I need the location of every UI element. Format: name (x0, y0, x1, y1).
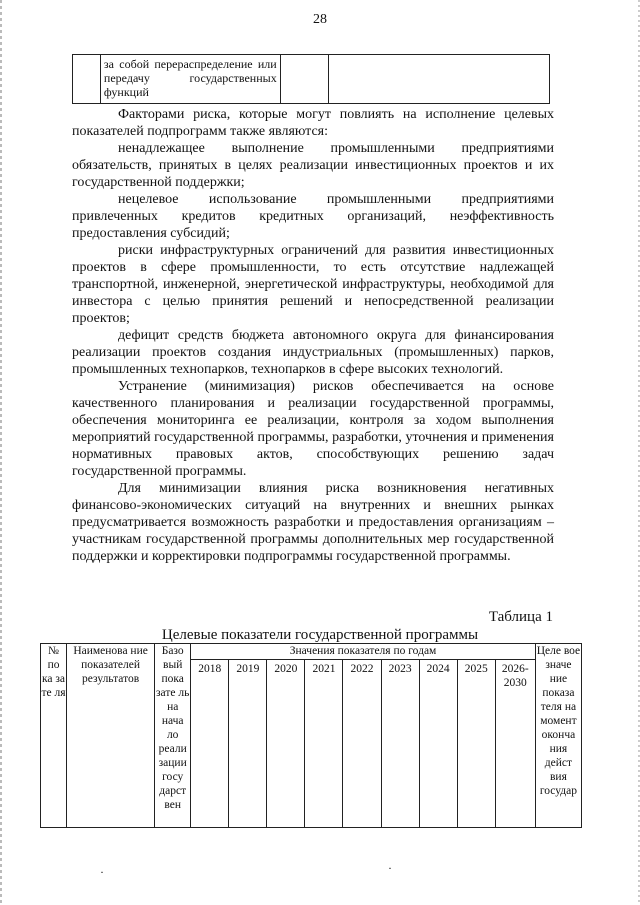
header-year: 2023 (381, 660, 419, 828)
scan-speck: · (100, 865, 104, 879)
header-year: 2024 (419, 660, 457, 828)
continued-table-fragment (72, 54, 550, 104)
paragraph: нецелевое использование промышленными предприятиями привлеченных кредитов кредитных организаций, неэффективность предоставления субсидий; (72, 192, 554, 241)
paragraph: Устранение (минимизация) рисков обеспечивается на основе качественного планирования и реализации государственной программы, обеспечения мониторинга ее реализации, контроля за ходом выполнения мероприятий государственной программы, разработки, уточнения и применения нормативных правовых актов, способствующих решению задач государственной программы. (72, 379, 554, 479)
paragraph: Факторами риска, которые могут повлиять на исполнение целевых показателей подпрограмм также являются: (72, 107, 554, 139)
scan-speck: · (388, 861, 392, 875)
header-year: 2018 (191, 660, 229, 828)
paragraph: дефицит средств бюджета автономного округа для финансирования реализации проектов создания индустриальных (промышленных) парков, промышленных технопарков, технопарков в сфере высоких технологий. (72, 328, 554, 377)
header-values-by-year: Значения показателя по годам (191, 644, 536, 660)
header-year: 2026-2030 (495, 660, 535, 828)
paragraph: Для минимизации влияния риска возникновения негативных финансово-экономических ситуаций на внутренних и внешних рынках предусматривается возможность разработки и предоставления организациям – участникам государственной программы дополнительных мер государственной поддержки и корректировки подпрограммы государственной программы. (72, 481, 554, 564)
header-base-value: Базо вый пока зате ль на нача ло реали зации госу дарст вен (155, 644, 191, 828)
header-name: Наименова ние показателей результатов (67, 644, 155, 828)
scan-edge-left (0, 0, 2, 905)
header-year: 2021 (305, 660, 343, 828)
table-label: Таблица 1 (488, 609, 553, 625)
body-text (72, 106, 554, 565)
header-year: 2019 (229, 660, 267, 828)
table-title: Целевые показатели государственной программы (161, 627, 479, 643)
fragment-cell-text: за собой перераспределение или передачу государственных функций (100, 55, 280, 104)
paragraph: риски инфраструктурных ограничений для развития инвестиционных проектов в сфере промышленности, то есть отсутствие надлежащей транспортной, инженерной, энергетической инфраструктуры, необходимой для инвестора с целью принятия решений и непосредственной реализации проектов; (72, 243, 554, 326)
header-year: 2025 (457, 660, 495, 828)
header-target-value: Целе вое значе ние показа теля на момент оконча ния дейст вия государ (535, 644, 581, 828)
header-year: 2020 (267, 660, 305, 828)
header-year: 2022 (343, 660, 381, 828)
indicators-table (40, 643, 582, 828)
paragraph: ненадлежащее выполнение промышленными предприятиями обязательств, принятых в целях реализации инвестиционных проектов и их государственной поддержки; (72, 141, 554, 190)
fragment-cell-empty (73, 55, 101, 104)
fragment-cell-empty (280, 55, 328, 104)
fragment-cell-empty (328, 55, 549, 104)
header-number: № по ка за те ля (41, 644, 67, 828)
page-number: 28 (313, 12, 327, 27)
